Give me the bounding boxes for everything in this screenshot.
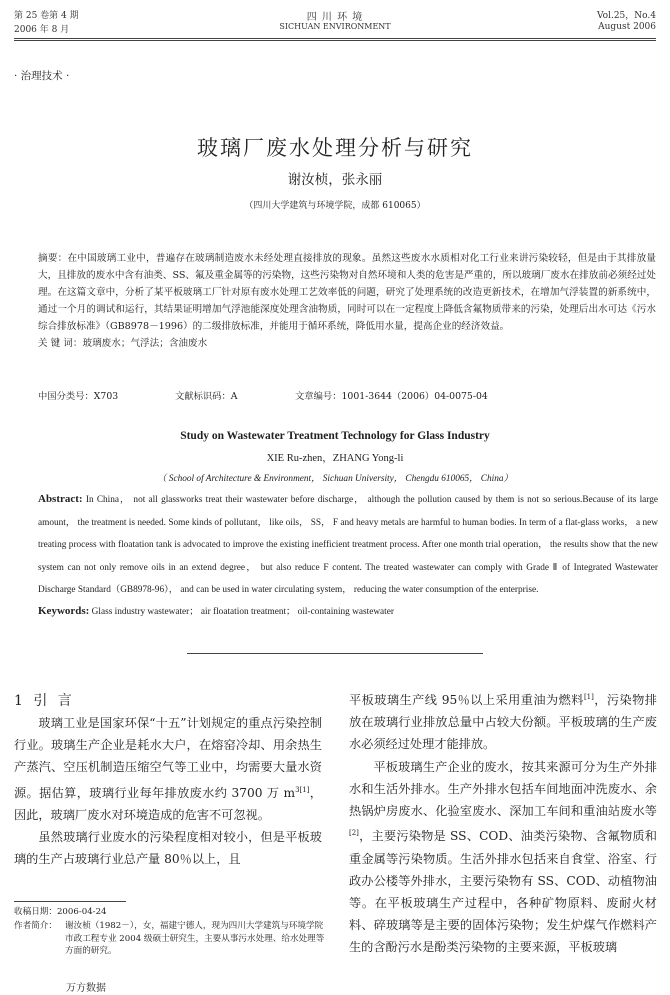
right-column [349,686,657,959]
keywords-zh: 关 键 词：玻璃废水；气浮法；含油废水 [38,338,208,349]
header-rule [14,38,656,39]
wanfang-watermark: 万方数据 [66,983,106,994]
left-p1-sup: 3[1] [295,785,310,794]
footnote-bio-label: 作者简介： [14,921,57,931]
right-paragraph-2 [349,756,657,959]
classification-number: 中国分类号：X703 [38,391,119,402]
journal-name-zh: 四 川 环 境 [306,12,364,23]
right-paragraph-1 [349,686,657,756]
document-code: 文献标识码：A [175,391,238,402]
right-p1-text-b: ，污染物排放在玻璃行业排放总量中占较大份额。平板玻璃的生产废水必须经过处理才能排放。 [349,693,657,752]
journal-date: 2006 年 8 月 [14,25,70,35]
journal-name-en: SICHUAN ENVIRONMENT [279,22,391,31]
footnote-bio-text: 谢汝桢（1982－），女，福建宁德人，现为四川大学建筑与环境学院市政工程专业 2004 级硕士研究生，主要从事污水处理、给水处理等方面的研究。 [65,921,325,957]
left-paragraph-2: 虽然玻璃行业废水的污染程度相对较小，但是平板玻璃的生产占玻璃行业总产量 80％以上，且 [14,830,322,867]
english-title: Study on Wastewater Treatment Technology for Glass Industry [180,430,490,442]
footnote-received: 收稿日期：2006-04-24 [14,907,107,917]
english-affiliation: （ School of Architecture & Environment， Sichuan University， Chengdu 610065， China） [157,474,513,484]
footnote-bio [14,920,329,958]
left-p1-text: 玻璃工业是国家环保“十五”计划规定的重点污染控制行业。玻璃生产企业是耗水大户，在熔窑冷却、用余热生产蒸汽、空压机制造压缩空气等工业中，均需要大量水资源。据估算，玻璃行业每年排放废水约 3700 万 m [14,716,322,800]
journal-volume-en: Vol.25，No.4 [596,11,656,21]
left-paragraph-1 [14,712,322,826]
affiliation: （四川大学建筑与环境学院，成都 610065） [244,201,426,211]
section-heading: 1 引 言 [14,693,75,709]
right-p2-text-b: ，主要污染物是 SS、COD、油类污染物、含氟物质和重金属等污染物质。生活外排水包括来自食堂、浴室、行政办公楼等外排水，主要污染物有 SS、COD、动植物油等。在平板玻璃生产过程中，各种矿物原料、废耐火材料、碎玻璃等是主要的固体污染物；发生炉煤气作燃料产生的含酚污水是酚类污染物的主要来源，平板玻璃 [349,829,657,955]
left-column [14,712,322,870]
abstract-label: Abstract: [38,493,83,505]
english-keywords [38,603,658,617]
english-authors: XIE Ru-zhen，ZHANG Yong-li [266,453,404,464]
right-p2-sup: [2] [349,829,359,838]
english-abstract-text: In China， not all glassworks treat their wastewater before discharge， although the pollution caused by them is not so serious.Because of its large amount， the treatment is needed. Some kinds of pollutant， like oils， SS， F and heavy metals are harmful to human bodies. In term of a flat-glass works， a new treating process with floatation tank is advocated to improve the existing inefficient treatment process. After one month trial operation， the results show that the new system can not only remove oils in an extend degree， but also reduce F content. The treated wastewater can comply with Grade Ⅱ of Integrated Wastewater Discharge Standard（GB8978-96）， and can be used in water circulating system， reducing the water consumption of the enterprise. [38,495,658,595]
english-abstract [38,488,658,602]
authors: 谢汝桢，张永丽 [287,172,383,188]
abstract-zh [38,250,656,352]
footnote-rule [14,901,126,902]
column-tag: · 治理技术 · [14,70,70,82]
journal-date-en: August 2006 [598,22,656,32]
abstract-zh-text: 摘要：在中国玻璃工业中，普遍存在玻璃制造废水未经处理直接排放的现象。虽然这些废水水质相对化工行业来讲污染较轻，但是由于其排放量大，且排放的废水中含有油类、SS、氟及重金属等的污染物，这些污染物对自然环境和人类的危害是严重的，所以玻璃厂废水在排放前必须经过处理。在这篇文章中，分析了某平板玻璃工厂针对原有废水处理工艺效率低的问题，研究了处理系统的改造更新技术，在增加气浮装置的新系统中，通过一个月的调试和运行，其结果证明增加气浮池能深度处理含油物质，同时可以在一定程度上降低含氟物质带来的污染，处理后出水可达《污水综合排放标准》（GB8978－1996）的二级排放标准，并能用于循环系统，降低用水量，提高企业的经济效益。 [38,253,656,332]
left-p1-text-b: ，因此，玻璃厂废水对环境造成的危害不可忽视。 [14,785,322,822]
english-keywords-text: Glass industry wastewater； air floatation treatment； oil-containing wastewater [89,607,394,617]
article-number: 文章编号：1001-3644（2006）04-0075-04 [295,391,488,402]
right-p1-sup: [1] [583,693,594,701]
header-rule-2 [14,40,656,41]
abstract-divider [187,653,483,654]
keywords-label: Keywords: [38,605,90,617]
right-p2-text: 平板玻璃生产企业的废水，按其来源可分为生产外排水和生活外排水。生产外排水包括车间地面冲洗废水、余热锅炉房废水、化验室废水、深加工车间和重油站废水等 [349,759,657,819]
page-title: 玻璃厂废水处理分析与研究 [197,136,473,160]
journal-volume: 第 25 卷第 4 期 [14,11,79,21]
right-p1-text: 平板玻璃生产线 95％以上采用重油为燃料 [349,693,584,708]
